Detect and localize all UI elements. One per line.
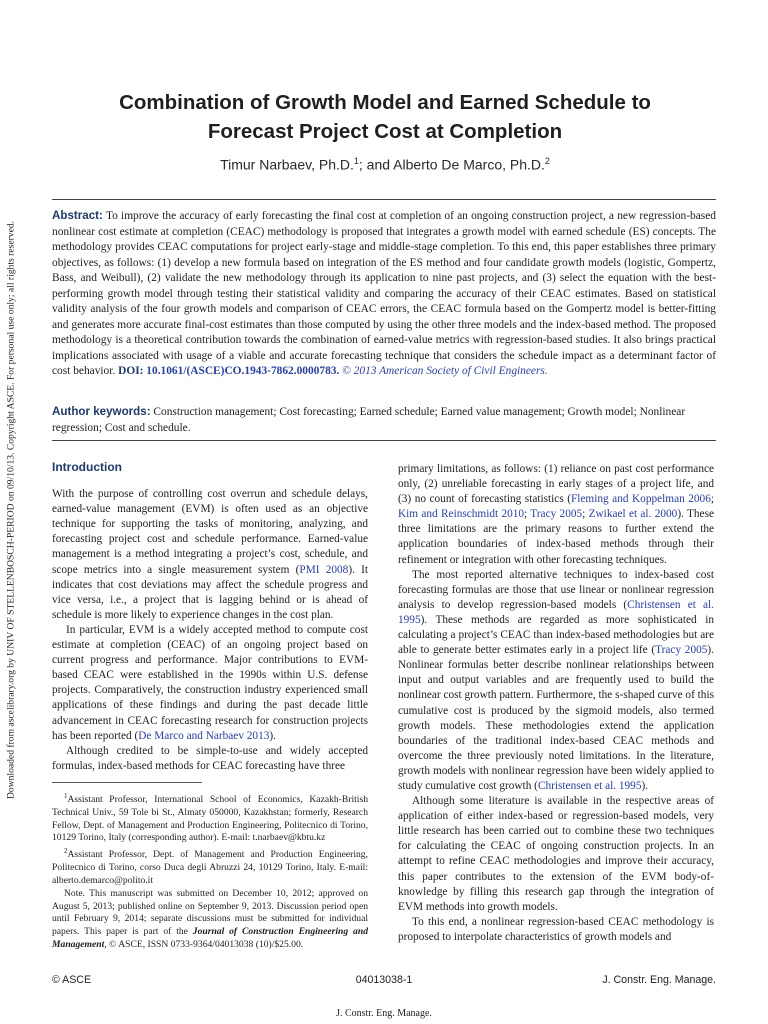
doi-label: DOI: [118,365,144,377]
right-p1-text-b: ). These three limitations are the primary reasons to further extend the application boundaries of index-based methods through their refinement or integration with other forecasting techniques. [398,508,714,566]
right-p2-text-a: The most reported alternative techniques to index-based cost forecasting formulas are those that use linear or nonlinear regression analysis to develop regression-based models ( [398,568,714,611]
footnote-2-mark: 2 [64,847,68,856]
submission-note [52,888,368,952]
footnotes [52,790,368,952]
author-1: Timur Narbaev, Ph.D. [220,156,354,173]
intro-p2-text-a: In particular, EVM is a widely accepted method to compute cost estimate at completion (CEAC) of an ongoing project based on current progress and performance. Major contributions to EVM-based CEAC were established in the 1990s within U.S. defense projects. Comparatively, the construction industry experienced small applications of these findings and during the past decade little advancement in CEAC forecasting research for construction projects has been reported ( [52,623,368,742]
left-column [52,460,368,952]
citation-link[interactable]: Zwikael et al. 2000 [588,508,678,521]
abstract-label: Abstract: [52,209,103,222]
download-notice: Downloaded from ascelibrary.org by UNIV OF STELLENBOSCH-PERIOD on 09/10/13. Copyright ASCE. For personal use only; all rights reserved. [5,220,17,800]
right-paragraph-1 [398,462,714,568]
title-line-2: Forecast Project Cost at Completion [207,120,563,143]
right-p1-text-a: primary limitations, as follows: (1) reliance on past cost performance only, (2) unreliable forecasting in early stages of a project life, and (3) no count of forecasting statistics ( [398,463,714,506]
footer-journal: J. Constr. Eng. Manage. [602,974,716,986]
right-paragraph-4: To this end, a nonlinear regression-based CEAC methodology is proposed to interpolate characteristics of growth models and [398,915,714,943]
abstract [52,208,716,380]
abstract-text: To improve the accuracy of early forecasting the final cost at completion of an ongoing construction project, a new regression-based nonlinear cost estimate at completion (CEAC) methodology is proposed that integrates a growth model with earned schedule (ES) concepts. The methodology provides CEAC computations for project early-stage and middle-stage completion. To this end, this paper establishes three primary objectives, as follows: (1) develop a new formula based on integration of the ES method and four candidate growth models (logistic, Gompertz, Bass, and Weibull), (2) validate the new methodology through its application to nine past projects, and (3) select the equation with the best-performing growth model through testing their statistical validity and comparing the accuracy of their CEAC estimates. Based on statistical validity analysis of the four growth models and comparison of CEAC errors, the CEAC formula based on the Gompertz model is better-fitting and generates more accurate final-cost estimates than those computed by using the other three models and the index-based method. The proposed methodology is a theoretical contribution towards the combination of earned-value metrics with regression-based studies. It also brings practical implications associated with usage of a viable and accurate forecasting technique that considers the schedule impact as a determinant factor of cost behavior. [52,210,716,377]
right-p2-text-b: ). These methods are regarded as more sophisticated in calculating a project’s CEAC than index-based methodologies but are able to generate better estimates early in a project life ( [398,613,714,657]
citation-separator: ; [524,508,531,521]
footnote-1 [52,790,368,845]
keywords-bottom-rule [52,440,716,441]
right-paragraph-2 [398,568,714,794]
keywords-text: Construction management; Cost forecasting; Earned schedule; Earned value management; Growth model; Nonlinear regression; Cost and schedule. [52,406,686,434]
citation-link[interactable]: De Marco and Narbaev 2013 [138,729,270,742]
right-paragraph-3: Although some literature is available in the respective areas of application of either index-based or regression-based models, very little research has been carried out to combine these two techniques for calculating the CEAC of ongoing construction projects. In an attempt to refine CEAC methodologies and improve their accuracy, this paper contributes to the extension of the EVM body-of-knowledge by filling this research gap through the integration of EVM methods into growth models. [398,795,714,913]
note-text-a: Note. This manuscript was submitted on December 10, 2012; approved on August 5, 2013; published online on September 9, 2013. Discussion period open until February 9, 2014; separate discussions must be submitted for individual papers. This paper is part of the [52,887,368,938]
citation-link[interactable]: Christensen et al. 1995 [537,779,642,792]
copyright-notice: © 2013 American Society of Civil Engineers. [342,365,548,377]
author-1-affil: 1 [353,156,359,166]
footnote-2 [52,845,368,888]
footnote-1-mark: 1 [64,791,68,800]
right-p2-text-c: ). Nonlinear formulas better describe nonlinear relationships between input and output variables and are frequently used to build the nonlinear cost growth pattern. Furthermore, the s-shaped curve of this cumulative cost is produced by the sigmoid models, also termed growth models. These methodologies extend the application boundaries of the traditional index-based CEAC methods and overcome the three previously noted limitations. In the literature, growth models with nonlinear regression have been widely applied to study cumulative cost growth ( [398,644,714,792]
note-journal: Journal of Construction Engineering and Management [52,926,368,951]
title-line-1: Combination of Growth Model and Earned Schedule to [119,91,651,114]
intro-p1-text-b: ). It indicates that cost deviations may affect the schedule progress and vice versa, i.e., a project that is lagging behind or is ahead of schedule is more likely to experience changes in the cost plan. [52,563,369,621]
footnote-1-text: Assistant Professor, International School of Economics, Kazakh-British Technical Univ., 59 Tole bi St., Almaty 050000, Kazakhstan; formerly, Research Fellow, Dept. of Management and Production Engineering, Politecnico di Torino, 10129 Torino, Italy (corresponding author). E-mail: t.narbaev@kbtu.kz [52,794,368,844]
author-separator: ; and [358,156,394,173]
intro-paragraph-2 [52,623,368,744]
doi-link[interactable]: 10.1061/(ASCE)CO.1943-7862.0000783. [146,365,340,377]
bottom-journal-line: J. Constr. Eng. Manage. [336,1008,432,1019]
intro-p2-text-b: ). [269,729,276,742]
intro-paragraph-3: Although credited to be simple-to-use and widely accepted formulas, index-based methods for CEAC forecasting have three [52,744,368,772]
citation-separator: ; [582,508,589,521]
author-keywords [52,404,716,436]
footer-page-id: 04013038-1 [355,974,413,986]
footer-publisher: © ASCE [52,974,92,986]
paper-title [60,88,710,146]
keywords-label: Author keywords: [52,405,151,418]
footnote-2-text: Assistant Professor, Dept. of Management and Production Engineering, Politecnico di Torino, corso Duca degli Abruzzi 24, 10129 Torino, Italy. E-mail: alberto.demarco@polito.it [52,849,368,887]
right-column [398,462,714,945]
author-line [60,156,710,173]
abstract-top-rule [52,199,716,200]
footnote-rule [52,782,202,783]
author-2-affil: 2 [544,156,550,166]
citation-link[interactable]: Tracy 2005 [655,644,708,657]
citation-link[interactable]: Fleming and Koppelman 2006 [571,493,711,506]
author-2: Alberto De Marco, Ph.D. [393,156,545,173]
citation-link[interactable]: Kim and Reinschmidt 2010 [398,508,525,521]
note-text-b: , © ASCE, ISSN 0733-9364/04013038 (10)/$25.00. [104,939,304,951]
page-footer [52,974,716,988]
intro-paragraph-1 [52,487,368,623]
right-p2-text-d: ). [641,779,649,792]
citation-link[interactable]: Christensen et al. 1995 [398,598,715,626]
section-heading-introduction: Introduction [52,460,122,474]
citation-link[interactable]: PMI 2008 [299,563,349,576]
download-notice-sidebar [0,0,22,1024]
intro-p1-text-a: With the purpose of controlling cost overrun and schedule delays, earned-value management (EVM) is often used as an objective technique for supporting the tasks of monitoring, analyzing, and forecasting project cost and schedule performance. Earned-value management is a method integrating a project’s cost, schedule, and scope metrics into a single measurement system ( [52,488,368,576]
citation-link[interactable]: Tracy 2005 [530,508,583,521]
citation-separator: ; [710,493,714,506]
